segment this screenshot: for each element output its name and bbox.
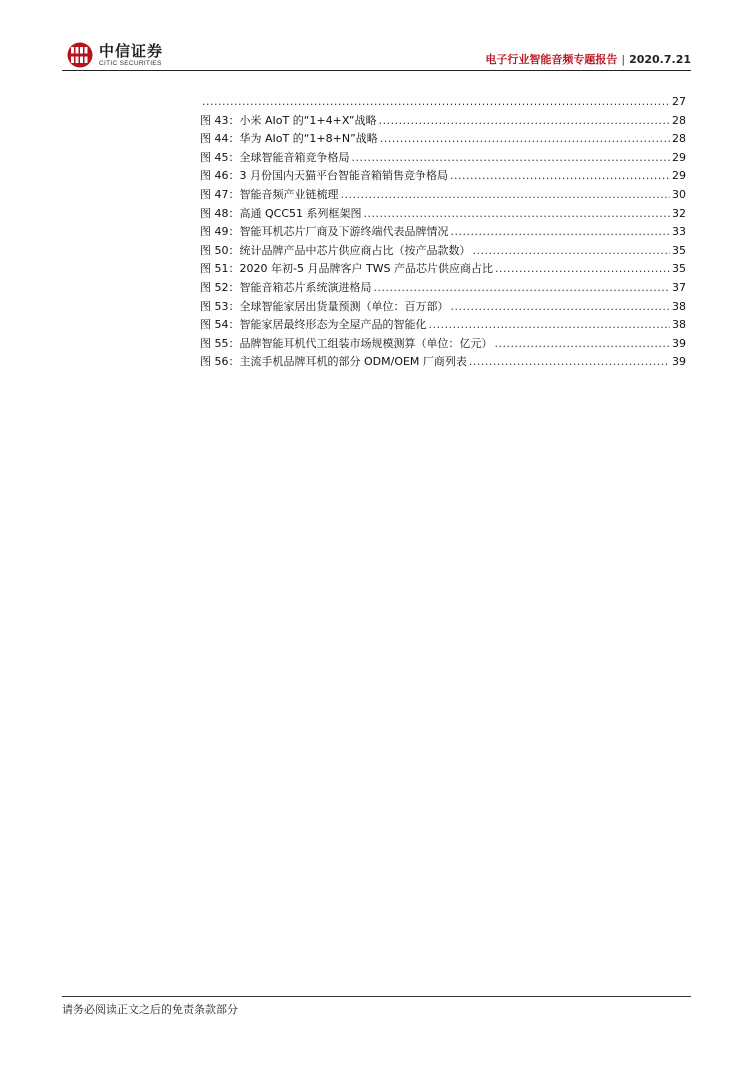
toc-entry-label: 图 50：统计品牌产品中芯片供应商占比（按产品款数） xyxy=(200,243,471,257)
toc-dot-leader xyxy=(451,223,671,242)
toc-entry-label: 图 44：华为 AIoT 的“1+8+N”战略 xyxy=(200,132,378,146)
toc-entry-page: 30 xyxy=(672,187,686,201)
toc-dot-leader xyxy=(341,186,671,205)
logo-name-en: CITIC SECURITIES xyxy=(99,59,162,67)
toc-entry-page: 38 xyxy=(672,299,686,313)
toc-dot-leader xyxy=(451,298,671,317)
toc-dot-leader xyxy=(495,335,671,354)
toc-entry-label: 图 52：智能音箱芯片系统演进格局 xyxy=(200,280,372,294)
toc-entry-label: 图 51：2020 年初-5 月品牌客户 TWS 产品芯片供应商占比 xyxy=(200,262,494,276)
toc-entry[interactable] xyxy=(200,335,686,354)
toc-dot-leader xyxy=(379,112,670,131)
figure-list xyxy=(200,93,686,372)
header-separator: | xyxy=(621,53,626,66)
toc-dot-leader xyxy=(202,93,670,112)
report-date: 2020.7.21 xyxy=(629,53,691,66)
toc-entry-label: 图 54：智能家居最终形态为全屋产品的智能化 xyxy=(200,318,427,332)
toc-entry-page: 37 xyxy=(672,280,686,294)
toc-entry-page: 28 xyxy=(672,132,686,146)
toc-dot-leader xyxy=(352,149,671,168)
toc-entry[interactable] xyxy=(200,353,686,372)
report-title: 电子行业智能音频专题报告 xyxy=(485,53,618,66)
toc-entry-label: 图 55：品牌智能耳机代工组装市场规模测算（单位：亿元） xyxy=(200,336,493,350)
toc-entry[interactable] xyxy=(200,130,686,149)
toc-entry-label: 图 56：主流手机品牌耳机的部分 ODM/OEM 厂商列表 xyxy=(200,355,467,369)
toc-entry-page: 35 xyxy=(672,262,686,276)
toc-entry[interactable] xyxy=(200,186,686,205)
toc-entry-page: 39 xyxy=(672,336,686,350)
toc-entry-label: 图 45：全球智能音箱竞争格局 xyxy=(200,150,350,164)
header-divider xyxy=(62,70,691,71)
toc-entry-label: 图 47：智能音频产业链梳理 xyxy=(200,187,339,201)
toc-entry-label: 图 46：3 月份国内天猫平台智能音箱销售竞争格局 xyxy=(200,169,448,183)
toc-entry[interactable] xyxy=(200,316,686,335)
toc-dot-leader xyxy=(429,316,671,335)
toc-dot-leader xyxy=(450,167,670,186)
toc-entry-page: 32 xyxy=(672,206,686,220)
toc-entry[interactable] xyxy=(200,242,686,261)
toc-entry[interactable] xyxy=(200,298,686,317)
toc-entry-page: 35 xyxy=(672,243,686,257)
toc-entry-page: 29 xyxy=(672,169,686,183)
citic-logo xyxy=(66,40,163,70)
toc-entry-label: 图 53：全球智能家居出货量预测（单位：百万部） xyxy=(200,299,449,313)
toc-entry[interactable] xyxy=(200,205,686,224)
toc-entry[interactable] xyxy=(200,167,686,186)
toc-entry-page: 28 xyxy=(672,113,686,127)
toc-entry-label: 图 43：小米 AIoT 的“1+4+X”战略 xyxy=(200,113,377,127)
toc-entry-page: 38 xyxy=(672,318,686,332)
toc-entry[interactable] xyxy=(200,149,686,168)
toc-entry-page: 27 xyxy=(672,95,686,108)
toc-entry[interactable] xyxy=(200,279,686,298)
toc-entry-page: 39 xyxy=(672,355,686,369)
footer-divider xyxy=(62,996,691,997)
toc-entry-page: 29 xyxy=(672,150,686,164)
toc-entry[interactable] xyxy=(200,260,686,279)
toc-entry-label: 图 49：智能耳机芯片厂商及下游终端代表品牌情况 xyxy=(200,225,449,239)
report-header xyxy=(485,53,691,66)
logo-text xyxy=(99,43,163,68)
toc-dot-leader xyxy=(380,130,670,149)
citic-logo-icon xyxy=(66,41,94,69)
toc-dot-leader xyxy=(374,279,671,298)
toc-dot-leader xyxy=(473,242,671,261)
toc-entry-page: 33 xyxy=(672,225,686,239)
toc-entry[interactable] xyxy=(200,223,686,242)
logo-name-cn: 中信证券 xyxy=(99,41,164,60)
toc-entry-label: 图 48：高通 QCC51 系列框架图 xyxy=(200,206,362,220)
footer-disclaimer: 请务必阅读正文之后的免责条款部分 xyxy=(62,1003,238,1016)
toc-dot-leader xyxy=(469,353,670,372)
toc-entry[interactable] xyxy=(200,112,686,131)
toc-dot-leader xyxy=(364,205,670,224)
toc-dot-leader xyxy=(495,260,670,279)
toc-entry[interactable] xyxy=(200,93,686,112)
